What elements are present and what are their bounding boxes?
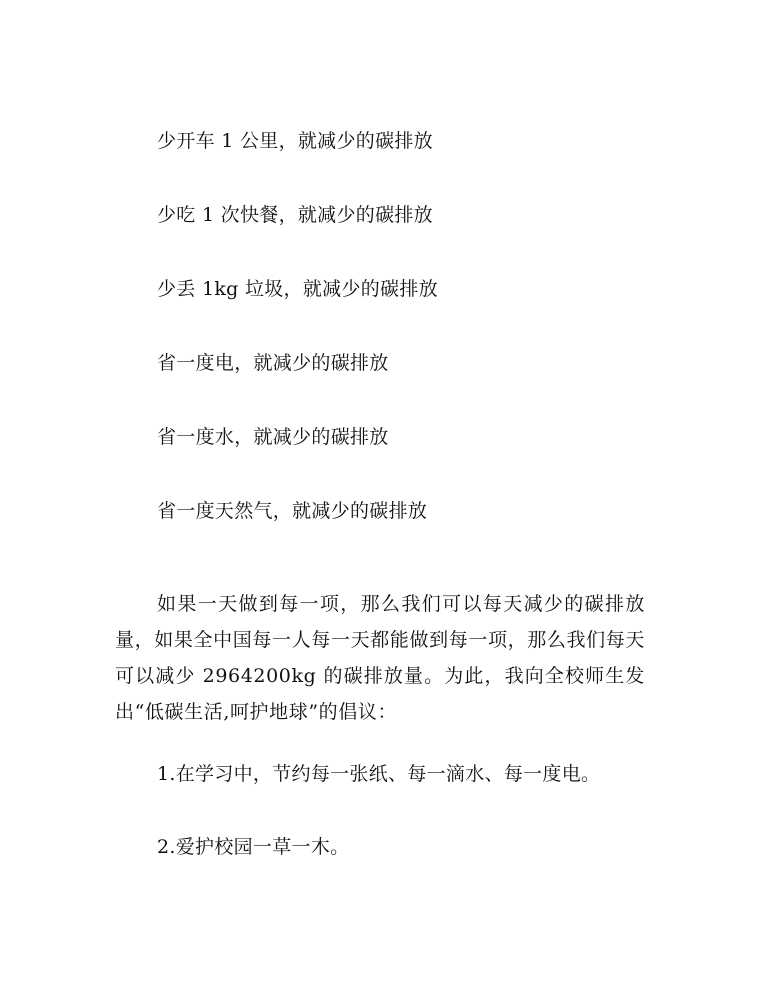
proposal-paragraph: 如果一天做到每一项，那么我们可以每天减少的碳排放量，如果全中国每一人每一天都能做到每一项，那么我们每天可以减少 2964200kg 的碳排放量。为此，我向全校师生发出“低碳生活,呵护地球”的倡议： [115,593,645,723]
text-line-electricity: 省一度电，就减少的碳排放 [157,352,389,374]
text-line-garbage: 少丢 1kg 垃圾，就减少的碳排放 [157,278,438,300]
proposal-item-1: 1.在学习中，节约每一张纸、每一滴水、每一度电。 [157,763,601,785]
proposal-item-2: 2.爱护校园一草一木。 [157,836,350,858]
text-line-natural-gas: 省一度天然气，就减少的碳排放 [157,500,428,522]
text-line-water: 省一度水，就减少的碳排放 [157,426,389,448]
text-line-drive-less: 少开车 1 公里，就减少的碳排放 [157,130,433,152]
text-line-fast-food: 少吃 1 次快餐，就减少的碳排放 [157,204,433,226]
